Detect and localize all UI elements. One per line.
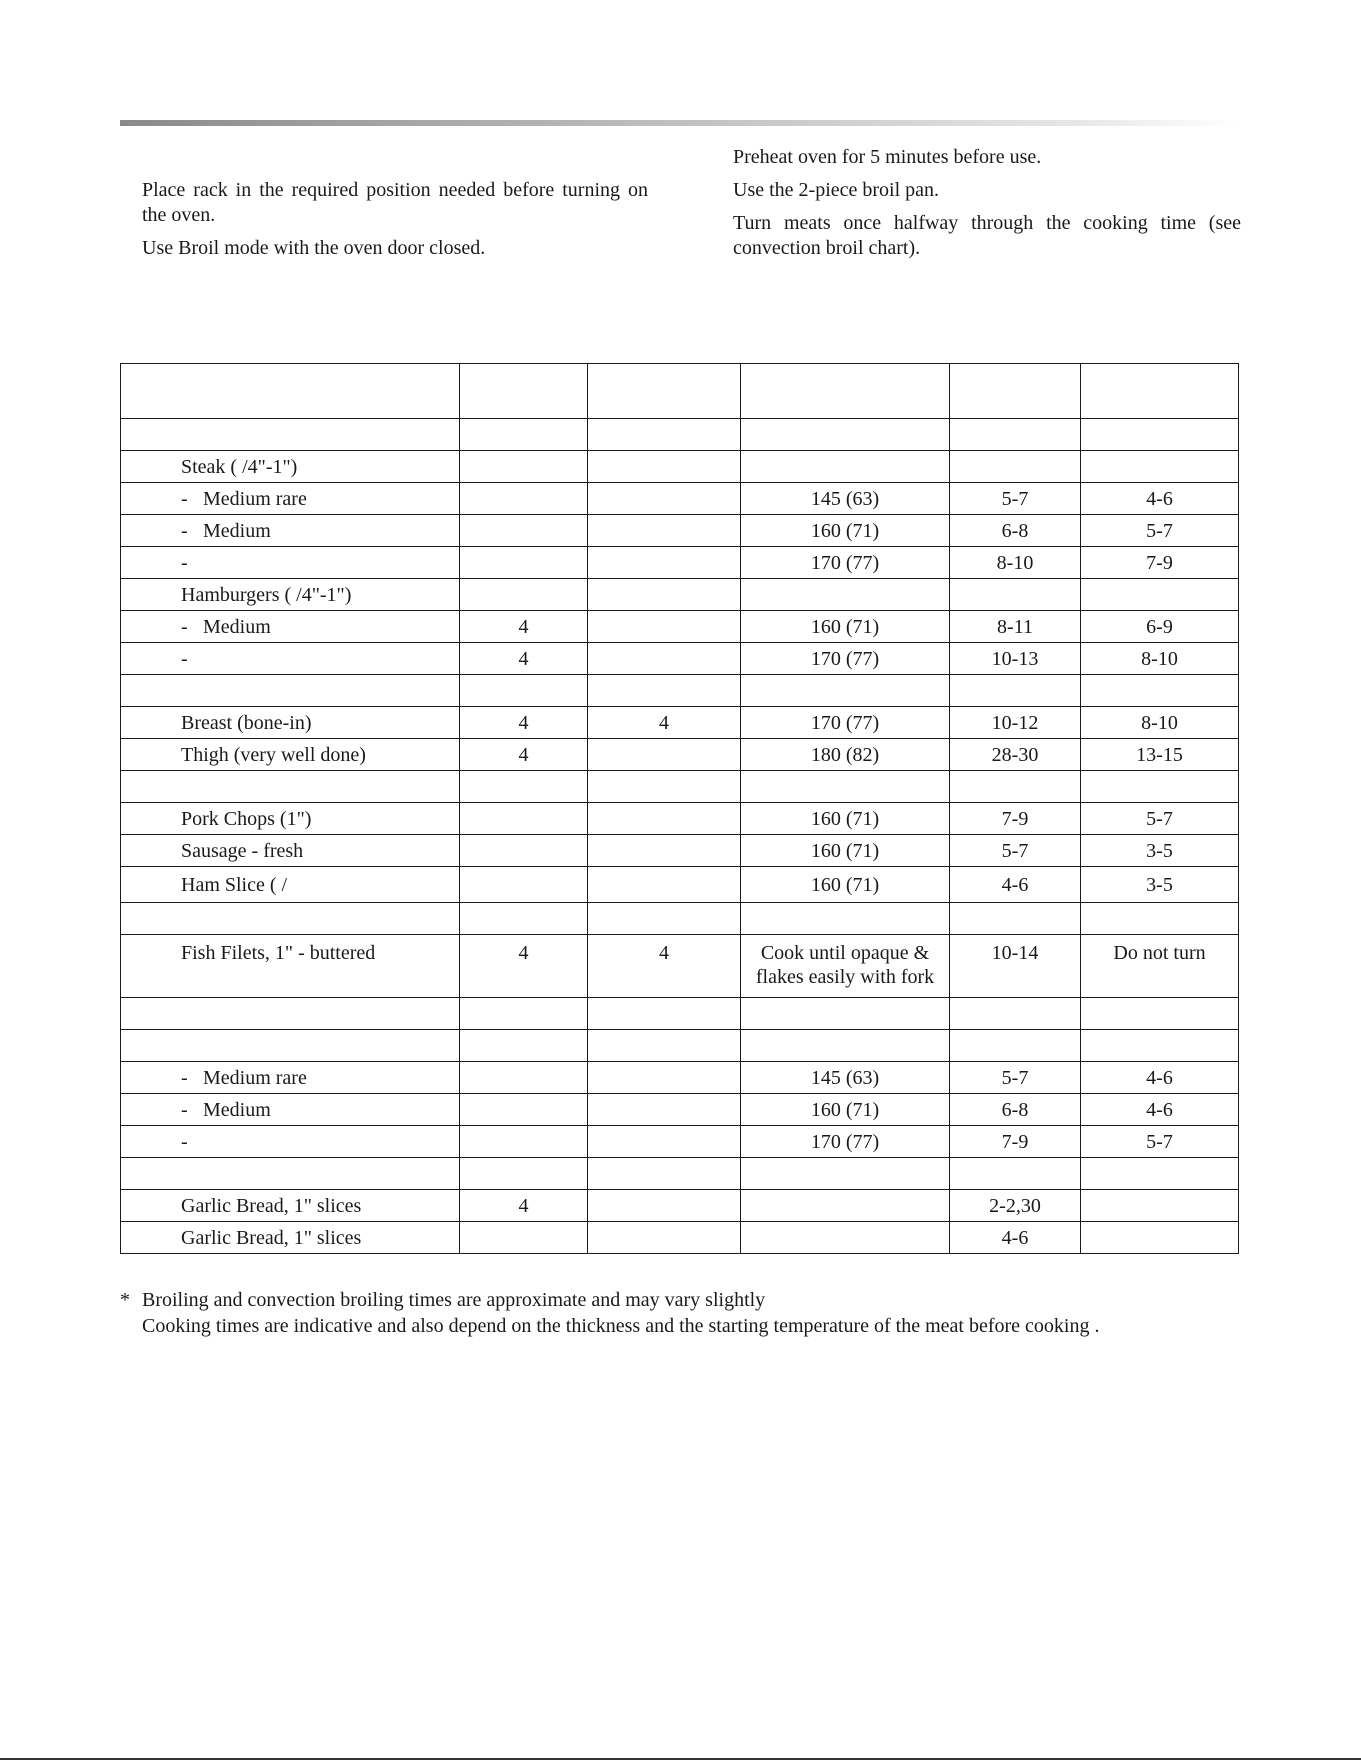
empty-cell bbox=[741, 1030, 950, 1062]
empty-cell bbox=[588, 903, 741, 935]
internal-temp-cell bbox=[741, 451, 950, 483]
table-row bbox=[121, 1062, 1239, 1094]
empty-cell bbox=[741, 1158, 950, 1190]
convection-time-cell: 13-15 bbox=[1081, 739, 1239, 771]
dash-bullet: - bbox=[181, 519, 188, 542]
food-cell bbox=[121, 1094, 460, 1126]
food-cell bbox=[121, 643, 460, 675]
table-row bbox=[121, 483, 1239, 515]
empty-cell bbox=[588, 1030, 741, 1062]
table-row bbox=[121, 579, 1239, 611]
convection-rack-cell bbox=[588, 1126, 741, 1158]
table-row bbox=[121, 1094, 1239, 1126]
convection-rack-cell: 4 bbox=[588, 935, 741, 998]
broil-time-cell bbox=[950, 579, 1081, 611]
food-cell bbox=[121, 835, 460, 867]
broil-time-cell: 8-10 bbox=[950, 547, 1081, 579]
food-cell bbox=[121, 1062, 460, 1094]
food-cell bbox=[121, 515, 460, 547]
empty-cell bbox=[588, 1158, 741, 1190]
table-row bbox=[121, 1222, 1239, 1254]
internal-temp-cell: 170 (77) bbox=[741, 643, 950, 675]
food-label: Breast (bone-in) bbox=[181, 711, 312, 734]
header-cell bbox=[588, 364, 741, 419]
broil-time-cell: 8-11 bbox=[950, 611, 1081, 643]
broil-time-cell: 4-6 bbox=[950, 867, 1081, 903]
empty-cell bbox=[741, 998, 950, 1030]
footnote-line-2: Cooking times are indicative and also depend on the thickness and the starting temperature of the meat before cooking . bbox=[142, 1315, 1100, 1337]
empty-cell bbox=[121, 419, 460, 451]
rack-position-cell bbox=[460, 1222, 588, 1254]
table-row bbox=[121, 611, 1239, 643]
empty-cell bbox=[121, 1158, 460, 1190]
empty-cell bbox=[588, 419, 741, 451]
convection-time-cell: Do not turn bbox=[1081, 935, 1239, 998]
broil-time-cell: 7-9 bbox=[950, 1126, 1081, 1158]
rack-position-cell bbox=[460, 835, 588, 867]
dash-bullet: - bbox=[181, 1130, 188, 1153]
convection-rack-cell bbox=[588, 1094, 741, 1126]
empty-cell bbox=[588, 771, 741, 803]
empty-cell bbox=[588, 998, 741, 1030]
table-header-row bbox=[121, 364, 1239, 419]
internal-temp-cell: 170 (77) bbox=[741, 707, 950, 739]
dash-bullet: - bbox=[181, 487, 188, 510]
rack-position-cell bbox=[460, 867, 588, 903]
dash-bullet: - bbox=[181, 647, 188, 670]
broil-time-cell bbox=[950, 451, 1081, 483]
rack-position-cell: 4 bbox=[460, 739, 588, 771]
instruction-turn-meats: Turn meats once halfway through the cooking time (see convection broil chart). bbox=[733, 212, 1241, 259]
food-label: Sausage - fresh bbox=[181, 839, 304, 862]
rack-position-cell bbox=[460, 483, 588, 515]
table-row bbox=[121, 935, 1239, 998]
footnote-asterisk: * bbox=[120, 1289, 130, 1311]
convection-time-cell: 5-7 bbox=[1081, 1126, 1239, 1158]
food-label: Hamburgers ( /4"-1") bbox=[181, 583, 352, 606]
dash-bullet: - bbox=[181, 1098, 188, 1121]
empty-cell bbox=[460, 419, 588, 451]
footnote bbox=[120, 1287, 1250, 1339]
empty-cell bbox=[1081, 903, 1239, 935]
rack-position-cell bbox=[460, 1094, 588, 1126]
table-section-row bbox=[121, 1030, 1239, 1062]
empty-cell bbox=[121, 903, 460, 935]
table-row bbox=[121, 547, 1239, 579]
food-cell bbox=[121, 935, 460, 998]
internal-temp-cell: 160 (71) bbox=[741, 1094, 950, 1126]
internal-temp-cell: 170 (77) bbox=[741, 1126, 950, 1158]
table-section-row bbox=[121, 1158, 1239, 1190]
broil-time-cell: 5-7 bbox=[950, 1062, 1081, 1094]
rack-position-cell bbox=[460, 547, 588, 579]
convection-rack-cell bbox=[588, 1222, 741, 1254]
food-label: Garlic Bread, 1" slices bbox=[181, 1194, 362, 1217]
table-row bbox=[121, 515, 1239, 547]
convection-time-cell: 4-6 bbox=[1081, 1094, 1239, 1126]
convection-rack-cell bbox=[588, 739, 741, 771]
broil-time-cell: 5-7 bbox=[950, 835, 1081, 867]
convection-rack-cell bbox=[588, 867, 741, 903]
convection-rack-cell bbox=[588, 579, 741, 611]
instruction-broil-pan: Use the 2-piece broil pan. bbox=[733, 179, 940, 201]
rack-position-cell: 4 bbox=[460, 1190, 588, 1222]
rack-position-cell bbox=[460, 1126, 588, 1158]
rack-position-cell bbox=[460, 515, 588, 547]
convection-rack-cell bbox=[588, 451, 741, 483]
broil-time-cell: 10-14 bbox=[950, 935, 1081, 998]
convection-time-cell bbox=[1081, 1190, 1239, 1222]
internal-temp-cell: 180 (82) bbox=[741, 739, 950, 771]
convection-time-cell: 4-6 bbox=[1081, 483, 1239, 515]
table-row bbox=[121, 1126, 1239, 1158]
instruction-rack-position: Place rack in the required position needed before turning on the oven. bbox=[142, 179, 648, 226]
convection-rack-cell bbox=[588, 611, 741, 643]
empty-cell bbox=[950, 903, 1081, 935]
empty-cell bbox=[950, 998, 1081, 1030]
rack-position-cell bbox=[460, 579, 588, 611]
convection-time-cell bbox=[1081, 451, 1239, 483]
empty-cell bbox=[1081, 998, 1239, 1030]
table-section-row bbox=[121, 771, 1239, 803]
empty-cell bbox=[460, 675, 588, 707]
convection-time-cell: 3-5 bbox=[1081, 835, 1239, 867]
food-cell bbox=[121, 579, 460, 611]
rack-position-cell: 4 bbox=[460, 643, 588, 675]
empty-cell bbox=[1081, 419, 1239, 451]
instruction-broil-mode: Use Broil mode with the oven door closed. bbox=[142, 237, 486, 259]
table-section-row bbox=[121, 903, 1239, 935]
table-row bbox=[121, 707, 1239, 739]
table-row bbox=[121, 1190, 1239, 1222]
internal-temp-cell: Cook until opaque & flakes easily with fork bbox=[741, 935, 950, 998]
food-label: Medium bbox=[203, 519, 271, 542]
empty-cell bbox=[121, 675, 460, 707]
food-cell bbox=[121, 1222, 460, 1254]
empty-cell bbox=[950, 675, 1081, 707]
empty-cell bbox=[1081, 675, 1239, 707]
broil-time-cell: 28-30 bbox=[950, 739, 1081, 771]
empty-cell bbox=[121, 998, 460, 1030]
table-row bbox=[121, 867, 1239, 903]
empty-cell bbox=[1081, 1158, 1239, 1190]
broil-time-cell: 10-13 bbox=[950, 643, 1081, 675]
table-section-row bbox=[121, 675, 1239, 707]
internal-temp-cell bbox=[741, 579, 950, 611]
convection-rack-cell bbox=[588, 1190, 741, 1222]
food-label: Medium bbox=[203, 1098, 271, 1121]
header-cell bbox=[950, 364, 1081, 419]
internal-temp-cell: 145 (63) bbox=[741, 1062, 950, 1094]
empty-cell bbox=[1081, 771, 1239, 803]
food-label: Medium bbox=[203, 615, 271, 638]
empty-cell bbox=[460, 998, 588, 1030]
header-cell bbox=[121, 364, 460, 419]
broil-time-cell: 4-6 bbox=[950, 1222, 1081, 1254]
food-label: Medium rare bbox=[203, 487, 307, 510]
convection-rack-cell bbox=[588, 643, 741, 675]
empty-cell bbox=[460, 1158, 588, 1190]
food-label: Steak ( /4"-1") bbox=[181, 455, 298, 478]
internal-temp-cell: 145 (63) bbox=[741, 483, 950, 515]
empty-cell bbox=[741, 419, 950, 451]
empty-cell bbox=[588, 675, 741, 707]
internal-temp-cell: 160 (71) bbox=[741, 835, 950, 867]
empty-cell bbox=[460, 1030, 588, 1062]
internal-temp-cell: 160 (71) bbox=[741, 867, 950, 903]
table-row bbox=[121, 643, 1239, 675]
header-cell bbox=[460, 364, 588, 419]
empty-cell bbox=[950, 1030, 1081, 1062]
food-cell bbox=[121, 1126, 460, 1158]
convection-time-cell: 7-9 bbox=[1081, 547, 1239, 579]
internal-temp-cell: 160 (71) bbox=[741, 803, 950, 835]
convection-time-cell: 6-9 bbox=[1081, 611, 1239, 643]
rack-position-cell bbox=[460, 1062, 588, 1094]
internal-temp-cell bbox=[741, 1190, 950, 1222]
rack-position-cell: 4 bbox=[460, 707, 588, 739]
right-instructions bbox=[733, 145, 1241, 269]
rack-position-cell bbox=[460, 803, 588, 835]
food-cell bbox=[121, 1190, 460, 1222]
food-label: Pork Chops (1") bbox=[181, 807, 312, 830]
convection-time-cell bbox=[1081, 1222, 1239, 1254]
table-row bbox=[121, 835, 1239, 867]
bottom-divider-rule bbox=[0, 1758, 1361, 1760]
empty-cell bbox=[121, 771, 460, 803]
convection-rack-cell: 4 bbox=[588, 707, 741, 739]
convection-time-cell bbox=[1081, 579, 1239, 611]
food-cell bbox=[121, 803, 460, 835]
convection-time-cell: 8-10 bbox=[1081, 643, 1239, 675]
convection-rack-cell bbox=[588, 547, 741, 579]
broil-time-cell: 10-12 bbox=[950, 707, 1081, 739]
convection-time-cell: 8-10 bbox=[1081, 707, 1239, 739]
header-cell bbox=[741, 364, 950, 419]
broil-time-cell: 6-8 bbox=[950, 1094, 1081, 1126]
food-label: Fish Filets, 1" - buttered bbox=[181, 942, 376, 964]
internal-temp-cell: 160 (71) bbox=[741, 611, 950, 643]
table-section-row bbox=[121, 419, 1239, 451]
empty-cell bbox=[950, 1158, 1081, 1190]
internal-temp-cell bbox=[741, 1222, 950, 1254]
convection-rack-cell bbox=[588, 515, 741, 547]
empty-cell bbox=[741, 675, 950, 707]
convection-time-cell: 4-6 bbox=[1081, 1062, 1239, 1094]
top-divider-rule bbox=[120, 120, 1238, 126]
broil-chart-table bbox=[120, 363, 1239, 1254]
broil-time-cell: 7-9 bbox=[950, 803, 1081, 835]
convection-time-cell: 5-7 bbox=[1081, 803, 1239, 835]
food-cell bbox=[121, 739, 460, 771]
food-label: Garlic Bread, 1" slices bbox=[181, 1226, 362, 1249]
food-cell bbox=[121, 483, 460, 515]
table-row bbox=[121, 739, 1239, 771]
convection-rack-cell bbox=[588, 835, 741, 867]
rack-position-cell: 4 bbox=[460, 611, 588, 643]
convection-time-cell: 5-7 bbox=[1081, 515, 1239, 547]
empty-cell bbox=[950, 771, 1081, 803]
empty-cell bbox=[1081, 1030, 1239, 1062]
convection-rack-cell bbox=[588, 1062, 741, 1094]
empty-cell bbox=[950, 419, 1081, 451]
food-label: Ham Slice ( / bbox=[181, 873, 288, 896]
footnote-line-1: Broiling and convection broiling times are approximate and may vary slightly bbox=[142, 1289, 766, 1311]
table-section-row bbox=[121, 998, 1239, 1030]
dash-bullet: - bbox=[181, 551, 188, 574]
internal-temp-cell: 160 (71) bbox=[741, 515, 950, 547]
empty-cell bbox=[121, 1030, 460, 1062]
food-cell bbox=[121, 707, 460, 739]
food-cell bbox=[121, 547, 460, 579]
empty-cell bbox=[460, 771, 588, 803]
rack-position-cell: 4 bbox=[460, 935, 588, 998]
dash-bullet: - bbox=[181, 1066, 188, 1089]
food-label: Medium rare bbox=[203, 1066, 307, 1089]
broil-time-cell: 2-2,30 bbox=[950, 1190, 1081, 1222]
convection-time-cell: 3-5 bbox=[1081, 867, 1239, 903]
food-cell bbox=[121, 451, 460, 483]
empty-cell bbox=[741, 771, 950, 803]
internal-temp-cell: 170 (77) bbox=[741, 547, 950, 579]
food-cell bbox=[121, 867, 460, 903]
left-instructions bbox=[142, 178, 648, 269]
convection-rack-cell bbox=[588, 803, 741, 835]
dash-bullet: - bbox=[181, 615, 188, 638]
instruction-preheat: Preheat oven for 5 minutes before use. bbox=[733, 146, 1042, 168]
empty-cell bbox=[460, 903, 588, 935]
broil-time-cell: 6-8 bbox=[950, 515, 1081, 547]
empty-cell bbox=[741, 903, 950, 935]
table-row bbox=[121, 451, 1239, 483]
broil-time-cell: 5-7 bbox=[950, 483, 1081, 515]
table-row bbox=[121, 803, 1239, 835]
food-cell bbox=[121, 611, 460, 643]
food-label: Thigh (very well done) bbox=[181, 743, 366, 766]
header-cell bbox=[1081, 364, 1239, 419]
convection-rack-cell bbox=[588, 483, 741, 515]
rack-position-cell bbox=[460, 451, 588, 483]
